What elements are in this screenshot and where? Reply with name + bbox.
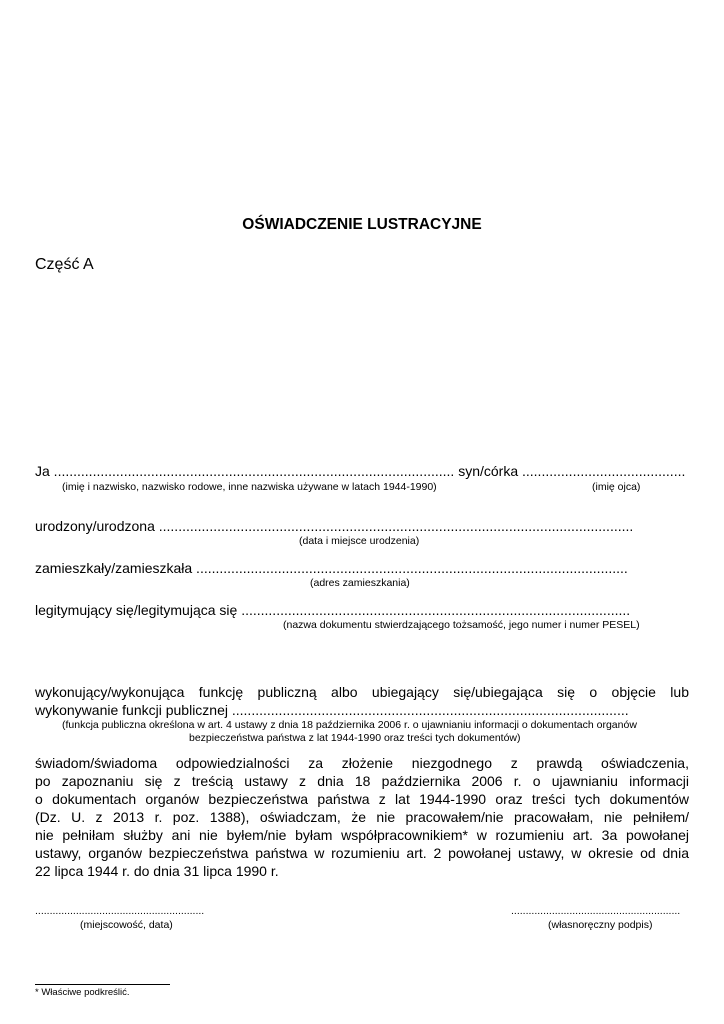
- birth-line: urodzony/urodzona ..........................................................................................................................: [35, 518, 634, 534]
- footnote-separator: [35, 984, 170, 985]
- id-document-label: (nazwa dokumentu stwierdzającego tożsamość, jego numer i numer PESEL): [283, 619, 640, 631]
- id-document-line: legitymujący się/legitymująca się ....................................................................................................: [35, 602, 631, 618]
- declaration-line: (Dz. U. z 2013 r. poz. 1388), oświadczam, że nie pracowałem/nie pracowałam, nie pełniłem/: [35, 809, 689, 825]
- address-label: (adres zamieszkania): [310, 577, 410, 589]
- name-field-label: (imię i nazwisko, nazwisko rodowe, inne nazwiska używane w latach 1944-1990): [62, 481, 437, 493]
- footnote: * Właściwe podkreślić.: [35, 987, 130, 998]
- signature-dots: ..........................................................: [511, 905, 681, 917]
- name-father-line: Ja ....................................................................................................... syn/córka ..........................................: [35, 463, 686, 479]
- public-function-line-2: wykonywanie funkcji publicznej ......................................................................................................: [35, 702, 629, 718]
- public-function-label-1: (funkcja publiczna określona w art. 4 ustawy z dnia 18 października 2006 r. o ujawnianiu informacji o dokumentach organów: [62, 719, 637, 731]
- declaration-line: nie pełniłam służby ani nie byłem/nie byłam współpracownikiem* w rozumieniu art. 3a powołanej: [35, 827, 689, 843]
- declaration-line: po zapoznaniu się z treścią ustawy z dnia 18 października 2006 r. o ujawnianiu informacji: [35, 773, 689, 789]
- place-date-label: (miejscowość, data): [80, 919, 173, 931]
- father-name-label: (imię ojca): [592, 481, 641, 493]
- declaration-line: o dokumentach organów bezpieczeństwa państwa z lat 1944-1990 oraz treści tych dokumentów: [35, 791, 689, 807]
- address-line: zamieszkały/zamieszkała ...............................................................................................................: [35, 560, 628, 576]
- public-function-label-2: bezpieczeństwa państwa z lat 1944-1990 oraz treści tych dokumentów): [189, 732, 521, 744]
- public-function-line-1: wykonujący/wykonująca funkcję publiczną albo ubiegający się/ubiegająca się o objęcie lub: [35, 684, 689, 700]
- place-date-dots: ..........................................................: [35, 905, 205, 917]
- signature-label: (własnoręczny podpis): [548, 919, 653, 931]
- declaration-line: 22 lipca 1944 r. do dnia 31 lipca 1990 r.: [35, 863, 279, 879]
- declaration-line: świadom/świadoma odpowiedzialności za złożenie niezgodnego z prawdą oświadczenia,: [35, 755, 689, 771]
- declaration-line: ustawy, organów bezpieczeństwa państwa w rozumieniu art. 2 powołanej ustawy, w okresie od dnia: [35, 845, 689, 861]
- birth-label: (data i miejsce urodzenia): [299, 535, 420, 547]
- part-heading: Część A: [35, 256, 94, 273]
- document-title: OŚWIADCZENIE LUSTRACYJNE: [242, 216, 482, 233]
